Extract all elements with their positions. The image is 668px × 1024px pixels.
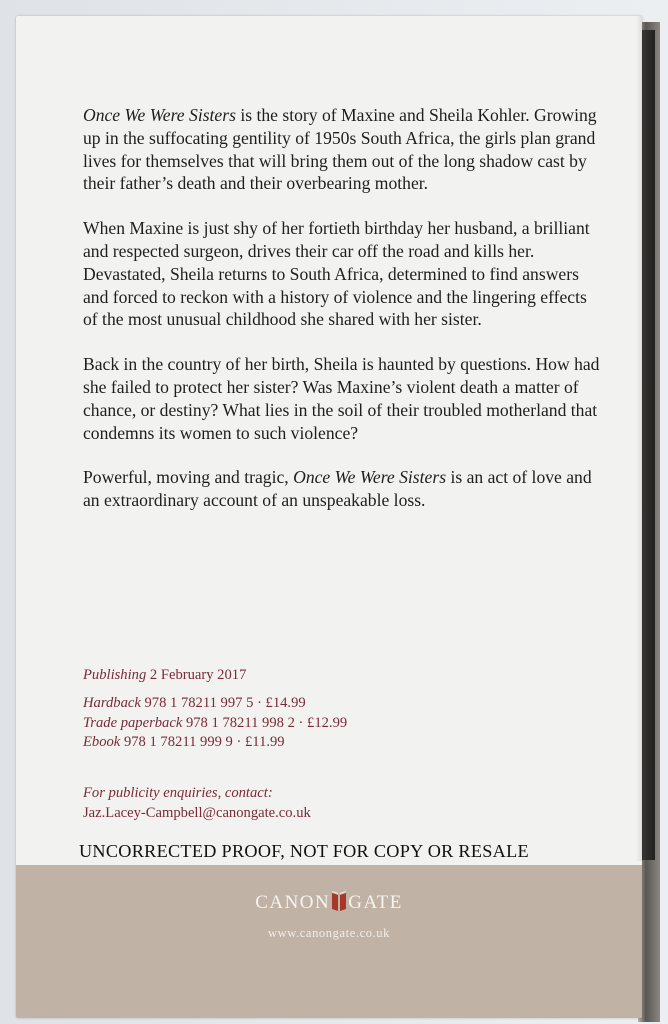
contact-email[interactable]: Jaz.Lacey-Campbell@canongate.co.uk [83, 804, 311, 821]
publicity-contact [83, 784, 311, 823]
publishing-label: Publishing [83, 667, 147, 683]
format-label: Hardback [83, 695, 141, 711]
book-back-cover [16, 16, 642, 1018]
format-row [83, 694, 347, 714]
proof-notice: UNCORRECTED PROOF, NOT FOR COPY OR RESALE [79, 841, 529, 861]
blurb-paragraph-3: Back in the country of her birth, Sheila is haunted by questions. How had she failed to protect her sister? Was Maxine’s violent death a matter of chance, or destiny? What lies in the soil of their troubled motherland that condemns its women to such violence? [83, 354, 600, 443]
publisher-name-left: CANON [255, 892, 331, 913]
contact-label-text: For publicity enquiries, contact: [83, 785, 273, 801]
publisher-website[interactable]: www.canongate.co.uk [267, 926, 390, 940]
format-label: Ebook [83, 734, 121, 750]
publishing-date-value: 2 February 2017 [146, 667, 247, 683]
blurb-paragraph-1 [83, 104, 603, 195]
book-spine-shadow [641, 30, 655, 860]
book-title-italic: Once We Were Sisters [83, 105, 236, 125]
format-details: 978 1 78211 997 5 · £14.99 [140, 695, 306, 711]
publisher-band [16, 865, 642, 1018]
blurb-paragraph-2: When Maxine is just shy of her fortieth birthday her husband, a brilliant and respected surgeon, drives their car off the road and kills her. Devastated, Sheila returns to South Africa, determined to find answers and forced to reckon with a history of violence and the lingering effects of the most unusual childhood she shared with her sister. [83, 218, 590, 330]
blurb-paragraph-4 [83, 466, 603, 512]
publishing-date [83, 666, 246, 686]
format-list [83, 694, 347, 753]
blurb-text [83, 104, 603, 534]
format-row [83, 714, 347, 734]
publisher-logo [16, 891, 642, 917]
contact-label [83, 784, 311, 804]
format-details: 978 1 78211 999 9 · £11.99 [120, 734, 285, 750]
blurb-paragraph-1-text: is the story of Maxine and Sheila Kohler. Growing up in the suffocating gentility of 1950s South Africa, the girls plan grand lives for themselves that will bring them out of the long shadow cast by their father’s death and their overbearing mother. [83, 105, 597, 194]
format-row [83, 733, 347, 753]
blurb-paragraph-4-text: is an act of love and an extraordinary account of an unspeakable loss. [83, 467, 592, 511]
canongate-mark-icon [332, 891, 346, 917]
format-label: Trade paperback [83, 714, 183, 731]
blurb-paragraph-4-lead: Powerful, moving and tragic, [83, 467, 294, 488]
format-details: 978 1 78211 998 2 · £12.99 [182, 714, 348, 731]
book-title-italic: Once We Were Sisters [293, 467, 447, 488]
cover-fold-shadow [636, 16, 642, 861]
publisher-name-right: GATE [348, 892, 403, 913]
